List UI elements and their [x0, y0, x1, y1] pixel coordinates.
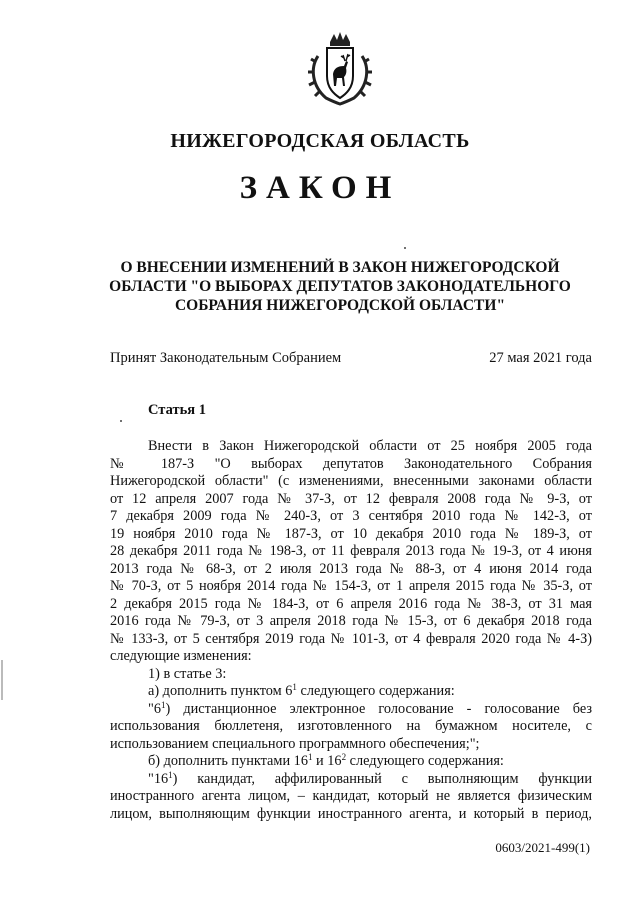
document-number: 0603/2021-499(1) [495, 840, 590, 855]
item-1b [110, 753, 592, 771]
body-line: следующие изменения: [110, 648, 252, 664]
superscript: 1 [168, 769, 173, 780]
document-type: ЗАКОН [239, 170, 401, 206]
quote-1-text: ) дистанционное электронное голосование - голосование без [165, 700, 592, 717]
body-line: 7 декабря 2009 года № 240-З, от 3 сентября 2010 года № 142-З, от [110, 508, 592, 524]
superscript: 1 [292, 682, 297, 692]
scan-speck [404, 247, 406, 249]
body-line: Внести в Закон Нижегородской области от 25 ноября 2005 года [148, 438, 592, 454]
adoption-line [110, 350, 592, 367]
body-line: № 70-З, от 5 ноября 2014 года № 154-З, от 1 апреля 2015 года № 35-З, от [110, 578, 592, 594]
scan-speck [120, 420, 122, 422]
quote-1-text: "6 [148, 700, 161, 717]
item-1a [110, 683, 592, 701]
quote-2-line: иностранного агента лицом, – кандидат, который не является физическим [110, 788, 592, 804]
item-1b-text: б) дополнить пунктами 16 [148, 753, 308, 769]
law-title [80, 258, 600, 315]
superscript: 1 [307, 752, 313, 762]
quote-2-text: "16 [148, 770, 169, 787]
body-line: № 187-З "О выборах депутатов Законодательного Собрания [110, 455, 592, 472]
body-line: № 133-З, от 5 сентября 2019 года № 101-З, от 4 февраля 2020 года № 4-З) [110, 630, 592, 647]
body-line: 2016 года № 79-З, от 3 апреля 2018 года № 15-З, от 6 декабря 2018 года [110, 613, 592, 629]
law-title-line: О ВНЕСЕНИИ ИЗМЕНЕНИЙ В ЗАКОН НИЖЕГОРОДСКОЙ [120, 259, 560, 276]
adoption-date: 27 мая 2021 года [489, 350, 592, 366]
coat-of-arms-icon [300, 28, 380, 108]
region-name: НИЖЕГОРОДСКАЯ ОБЛАСТЬ [170, 130, 470, 152]
quote-2-line: лицом, выполняющим функции иностранного агента, и который в период, [110, 805, 592, 822]
item-1a-text: следующего содержания: [296, 683, 455, 699]
body-line: 2 декабря 2015 года № 184-З, от 6 апреля 2016 года № 38-З, от 31 мая [110, 595, 592, 612]
law-title-line: СОБРАНИЯ НИЖЕГОРОДСКОЙ ОБЛАСТИ" [174, 297, 506, 314]
superscript: 1 [161, 699, 166, 710]
article-body [110, 438, 592, 823]
item-1a-text: а) дополнить пунктом 6 [148, 683, 293, 699]
adoption-label: Принят Законодательным Собранием [110, 350, 342, 366]
body-line: 28 декабря 2011 года № 198-З, от 11 февраля 2013 года № 19-З, от 4 июня [110, 543, 592, 559]
superscript: 2 [341, 752, 347, 762]
quote-1-line: использования бюллетеня, изготовленного на бумажном носителе, с [110, 718, 592, 734]
scan-edge-mark [0, 0, 4, 700]
item-1b-text: следующего содержания: [346, 753, 504, 769]
body-line: 19 ноября 2010 года № 187-З, от 10 декабря 2010 года № 189-З, от [110, 525, 592, 542]
item-1: 1) в статье 3: [148, 665, 227, 682]
article-heading: Статья 1 [148, 402, 206, 418]
quote-2-text: ) кандидат, аффилированный с выполняющим функции [172, 770, 592, 787]
quote-2-line [110, 771, 592, 789]
quote-1-line: использованием специального программного обеспечения;"; [110, 735, 480, 752]
quote-1-line [110, 701, 592, 719]
law-title-line: ОБЛАСТИ "О ВЫБОРАХ ДЕПУТАТОВ ЗАКОНОДАТЕЛЬНОГО [109, 278, 571, 295]
body-line: от 12 апреля 2007 года № 37-З, от 12 февраля 2008 года № 9-З, от [110, 490, 592, 507]
body-line: Нижегородской области" (с изменениями, внесенными законами области [110, 473, 592, 489]
body-line: 2013 года № 68-З, от 2 июля 2013 года № 88-З, от 4 июня 2014 года [110, 560, 592, 577]
item-1b-text: и 16 [312, 753, 342, 769]
